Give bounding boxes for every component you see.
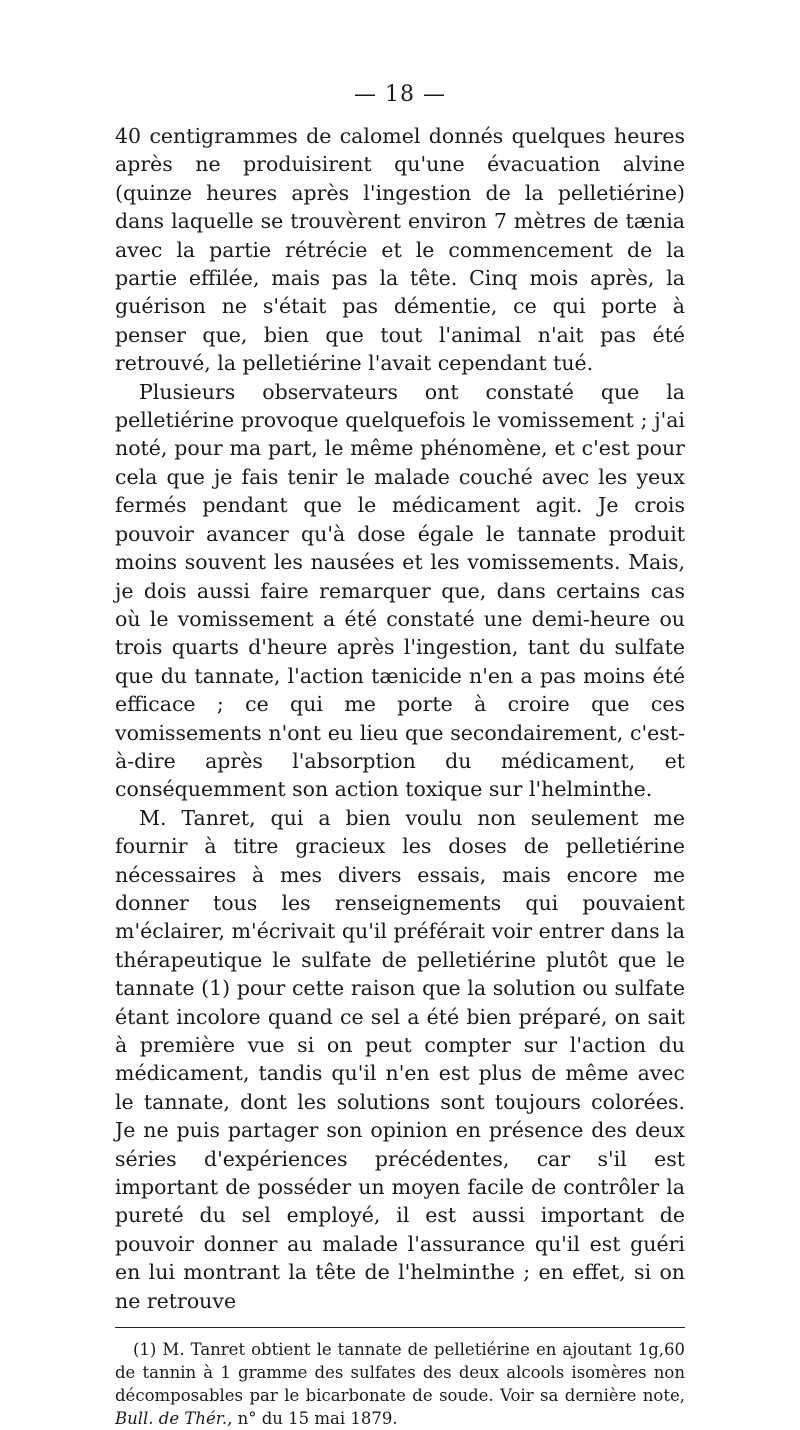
body-text <box>115 122 685 1315</box>
document-page <box>115 82 685 1430</box>
paragraph-3: M. Tanret, qui a bien voulu non seulement me fournir à titre gracieux les doses de pelletiérine nécessaires à mes divers essais, mais encore me donner tous les renseignements qui pouvaient m'éclairer, m'écrivait qu'il préférait voir entrer dans la thérapeutique le sulfate de pelletiérine plutôt que le tannate (1) pour cette raison que la solution ou sulfate étant incolore quand ce sel a été bien préparé, on sait à première vue si on peut compter sur l'action du médicament, tandis qu'il n'en est plus de même avec le tannate, dont les solutions sont toujours colorées. Je ne puis partager son opinion en présence des deux séries d'expériences précédentes, car s'il est important de posséder un moyen facile de contrôler la pureté du sel employé, il est aussi important de pouvoir donner au malade l'assurance qu'il est guéri en lui montrant la tête de l'helminthe ; en effet, si on ne retrouve <box>115 805 685 1313</box>
footnote <box>115 1338 685 1430</box>
footnote-text-end: , n° du 15 mai 1879. <box>227 1409 398 1429</box>
footnote-text-start: (1) M. Tanret obtient le tannate de pelletiérine en ajoutant 1g,60 de tannin à 1 gramme des sulfates des deux alcools isomères non décomposables par le bicarbonate de soude. Voir sa dernière note, <box>115 1340 685 1406</box>
footnote-citation: Bull. de Thér. <box>115 1409 228 1429</box>
footnote-divider <box>115 1327 685 1328</box>
paragraph-2: Plusieurs observateurs ont constaté que la pelletiérine provoque quelquefois le vomissement ; j'ai noté, pour ma part, le même phénomène, et c'est pour cela que je fais tenir le malade couché avec les yeux fermés pendant que le médicament agit. Je crois pouvoir avancer qu'à dose égale le tannate produit moins souvent les nausées et les vomissements. Mais, je dois aussi faire remarquer que, dans certains cas où le vomissement a été constaté une demi-heure ou trois quarts d'heure après l'ingestion, tant du sulfate que du tannate, l'action tænicide n'en a pas moins été efficace ; ce qui me porte à croire que ces vomissements n'ont eu lieu que secondairement, c'est-à-dire après l'absorption du médicament, et conséquemment son action toxique sur l'helminthe. <box>115 379 685 802</box>
page-number: — 18 — <box>354 82 446 107</box>
paragraph-1: 40 centigrammes de calomel donnés quelques heures après ne produisirent qu'une évacuation alvine (quinze heures après l'ingestion de la pelletiérine) dans laquelle se trouvèrent environ 7 mètres de tænia avec la partie rétrécie et le commencement de la partie effilée, mais pas la tête. Cinq mois après, la guérison ne s'était pas démentie, ce qui porte à penser que, bien que tout l'animal n'ait pas été retrouvé, la pelletiérine l'avait cependant tué. <box>115 124 685 376</box>
